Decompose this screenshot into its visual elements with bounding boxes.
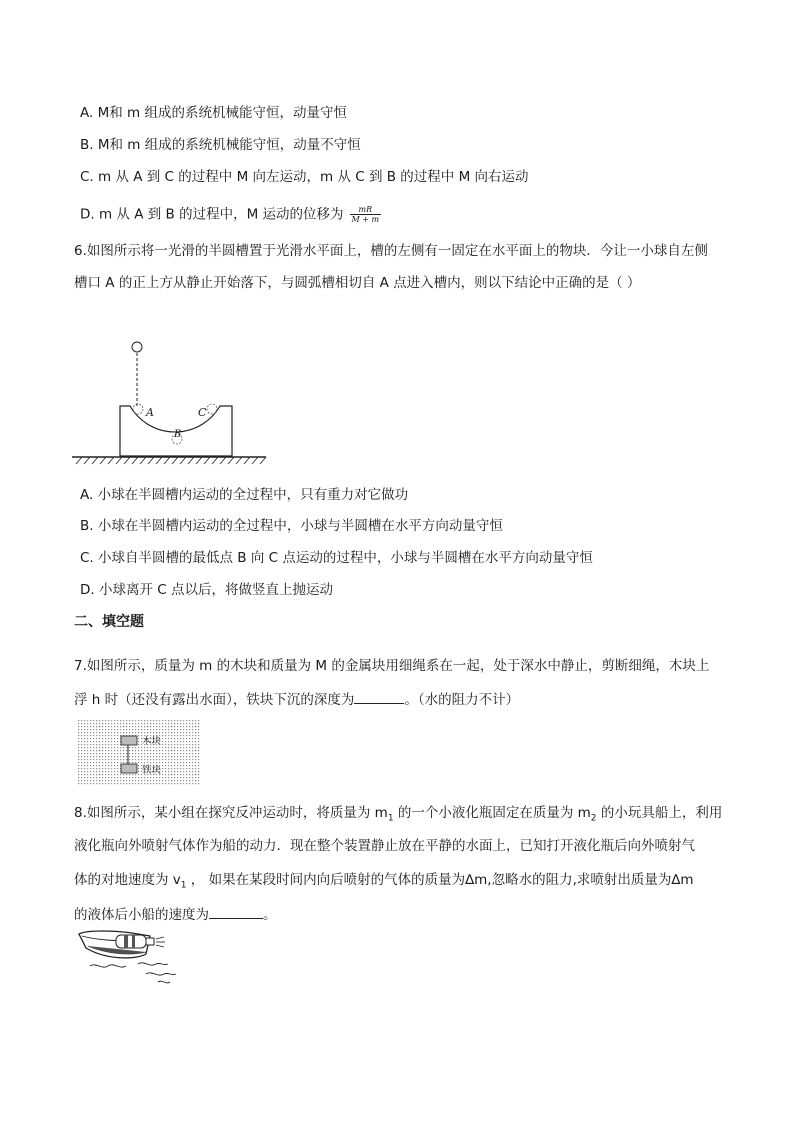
q7-stem-line2 — [74, 689, 519, 709]
fraction — [350, 205, 382, 224]
ball-icon — [132, 342, 142, 352]
q8-line4-after: 。 — [263, 907, 277, 923]
q6-stem-line1: 6.如图所示将一光滑的半圆槽置于光滑水平面上，槽的左侧有一固定在水平面上的物块．今让一小球自左侧 — [74, 243, 708, 259]
q8-line4-before: 的液体后小船的速度为 — [74, 907, 209, 923]
q8-line1-part-a: 8.如图所示，某小组在探究反冲运动时，将质量为 m — [74, 805, 388, 821]
wood-block — [121, 736, 137, 745]
label-b: B — [174, 429, 182, 440]
q5-option-d — [80, 205, 381, 224]
q8-line1-part-b: 的一个小液化瓶固定在质量为 m — [393, 805, 591, 821]
wave-line — [158, 981, 170, 983]
subscript: 1 — [180, 880, 187, 891]
section-title: 二、填空题 — [74, 614, 144, 630]
bottle-band — [124, 935, 128, 948]
fraction-numerator: mR — [350, 205, 382, 215]
label-wood: 木块 — [142, 736, 162, 747]
wave-line — [138, 963, 168, 965]
wave-line — [146, 973, 176, 975]
q6-stem-line2: 槽口 A 的正上方从静止开始落下，与圆弧槽相切自 A 点进入槽内，则以下结论中正确的是（ ） — [74, 275, 641, 291]
half-pipe-figure — [70, 336, 270, 468]
q8-line3-part-b: ， 如果在某段时间内向后喷射的气体的质量为∆m,忽略水的阻力,求喷射出质量为∆m — [186, 872, 694, 888]
subscript: 1 — [387, 813, 394, 824]
boat-figure — [76, 926, 180, 988]
q5-option-d-text: D. m 从 A 到 B 的过程中，M 运动的位移为 — [80, 206, 344, 223]
q8-line3 — [74, 871, 694, 895]
gas-bottle — [116, 935, 146, 948]
label-iron: 铁块 — [142, 765, 162, 776]
q6-option-b: B. 小球在半圆槽内运动的全过程中，小球与半圆槽在水平方向动量守恒 — [80, 518, 503, 534]
answer-blank[interactable] — [354, 689, 404, 704]
water-tank-figure — [78, 720, 200, 786]
q8-line3-part-a: 体的对地速度为 v — [74, 872, 181, 888]
q8-line1-part-c: 的小玩具船上，利用 — [596, 805, 723, 821]
iron-block — [121, 764, 137, 773]
ball-position-c-icon — [207, 404, 217, 414]
q7-stem-line1: 7.如图所示，质量为 m 的木块和质量为 M 的金属块用细绳系在一起，处于深水中静止，剪断细绳，木块上 — [74, 658, 710, 674]
q8-line2: 液化瓶向外喷射气体作为船的动力．现在整个装置静止放在平静的水面上，已知打开液化瓶后向外喷射气 — [74, 838, 695, 854]
subscript: 2 — [590, 813, 597, 824]
q5-option-c: C. m 从 A 到 C 的过程中 M 向左运动，m 从 C 到 B 的过程中 M 向右运动 — [80, 169, 529, 185]
q7-stem-line2-after: 。（水的阻力不计） — [404, 692, 520, 708]
q6-option-a: A. 小球在半圆槽内运动的全过程中，只有重力对它做功 — [80, 487, 409, 503]
q5-option-a: A. M和 m 组成的系统机械能守恒，动量守恒 — [80, 105, 347, 121]
bottle-band — [132, 935, 135, 948]
water-region — [78, 720, 200, 786]
q5-option-b: B. M和 m 组成的系统机械能守恒，动量不守恒 — [80, 137, 361, 153]
jet-line — [156, 937, 164, 939]
q6-option-c: C. 小球自半圆槽的最低点 B 向 C 点运动的过程中，小球与半圆槽在水平方向动量守恒 — [80, 550, 593, 566]
ball-position-a-icon — [133, 404, 143, 414]
jet-line — [156, 945, 164, 947]
q6-option-d: D. 小球离开 C 点以后，将做竖直上抛运动 — [80, 582, 333, 598]
ground-hatch — [76, 457, 266, 464]
q8-line1 — [74, 804, 722, 828]
label-c: C — [198, 406, 207, 419]
answer-blank[interactable] — [209, 904, 263, 919]
label-a: A — [146, 406, 154, 419]
wave-line — [90, 965, 126, 967]
q8-line4 — [74, 904, 277, 924]
q7-stem-line2-before: 浮 h 时（还没有露出水面），铁块下沉的深度为 — [74, 692, 355, 708]
nozzle — [146, 938, 154, 945]
fraction-denominator: M + m — [351, 215, 380, 224]
